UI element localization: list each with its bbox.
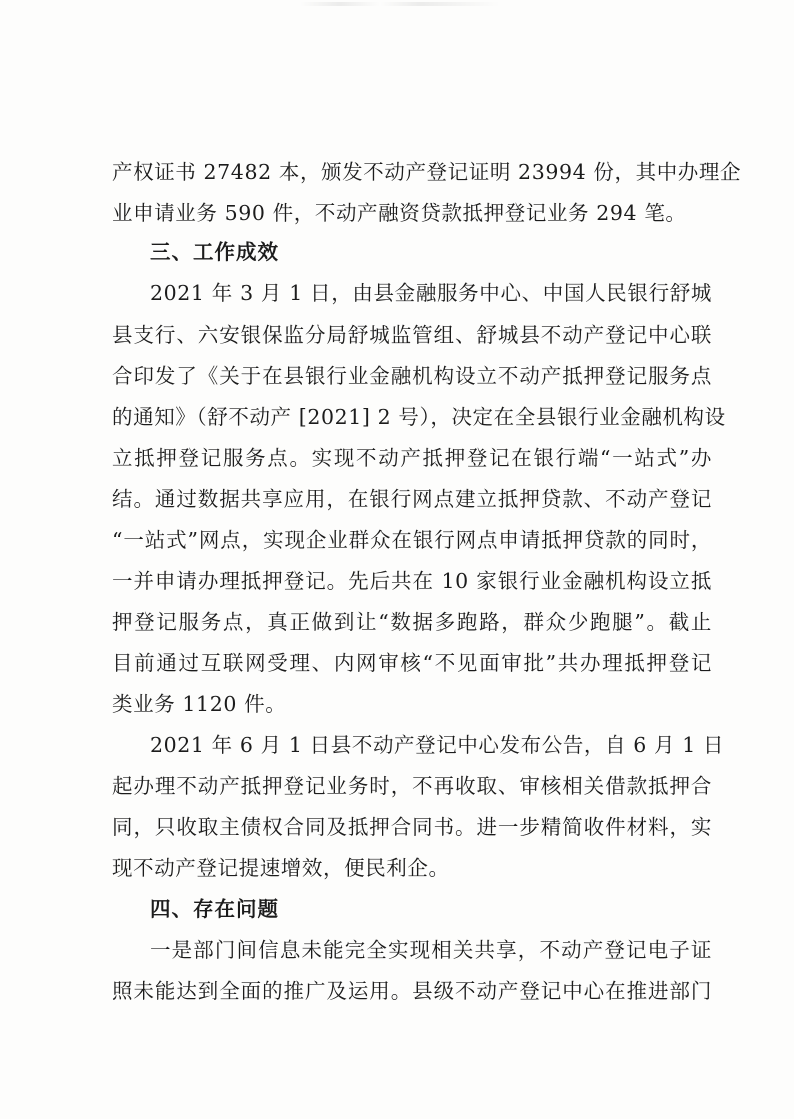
paragraph-line: 现不动产登记提速增效，便民利企。 (112, 856, 450, 880)
section-heading-results: 三、工作成效 (150, 240, 279, 264)
paragraph-line: 结。通过数据共享应用，在银行网点建立抵押贷款、不动产登记 (112, 487, 712, 511)
paragraph-line: 2021 年 3 月 1 日，由县金融服务中心、中国人民银行舒城 (150, 281, 712, 305)
paragraph-line: 起办理不动产抵押登记业务时，不再收取、审核相关借款抵押合 (112, 774, 712, 798)
paragraph-line: 业申请业务 590 件，不动产融资贷款抵押登记业务 294 笔。 (112, 201, 687, 225)
section-heading-issues: 四、存在问题 (150, 897, 279, 921)
paragraph-line: 一是部门间信息未能完全实现相关共享，不动产登记电子证 (150, 938, 712, 962)
scan-artifact (300, 2, 500, 6)
paragraph-line: 类业务 1120 件。 (112, 692, 287, 716)
paragraph-line: 2021 年 6 月 1 日县不动产登记中心发布公告，自 6 月 1 日 (150, 733, 725, 757)
paragraph-line: 目前通过互联网受理、内网审核“不见面审批”共办理抵押登记 (112, 651, 712, 675)
paragraph-line: 产权证书 27482 本，颁发不动产登记证明 23994 份，其中办理企 (112, 160, 742, 184)
paragraph-line: “一站式”网点，实现企业群众在银行网点申请抵押贷款的同时， (112, 528, 712, 552)
paragraph-line: 照未能达到全面的推广及运用。县级不动产登记中心在推进部门 (112, 979, 712, 1003)
paragraph-line: 立抵押登记服务点。实现不动产抵押登记在银行端“一站式”办 (112, 446, 712, 470)
paragraph-line: 县支行、六安银保监分局舒城监管组、舒城县不动产登记中心联 (112, 323, 712, 347)
paragraph-line: 押登记服务点，真正做到让“数据多跑路，群众少跑腿”。截止 (112, 610, 712, 634)
paragraph-line: 的通知》（舒不动产 [2021] 2 号），决定在全县银行业金融机构设 (112, 405, 726, 429)
paragraph-line: 同，只收取主债权合同及抵押合同书。进一步精简收件材料，实 (112, 815, 712, 839)
paragraph-line: 一并申请办理抵押登记。先后共在 10 家银行业金融机构设立抵 (112, 569, 712, 593)
paragraph-line: 合印发了《关于在县银行业金融机构设立不动产抵押登记服务点 (112, 364, 712, 388)
